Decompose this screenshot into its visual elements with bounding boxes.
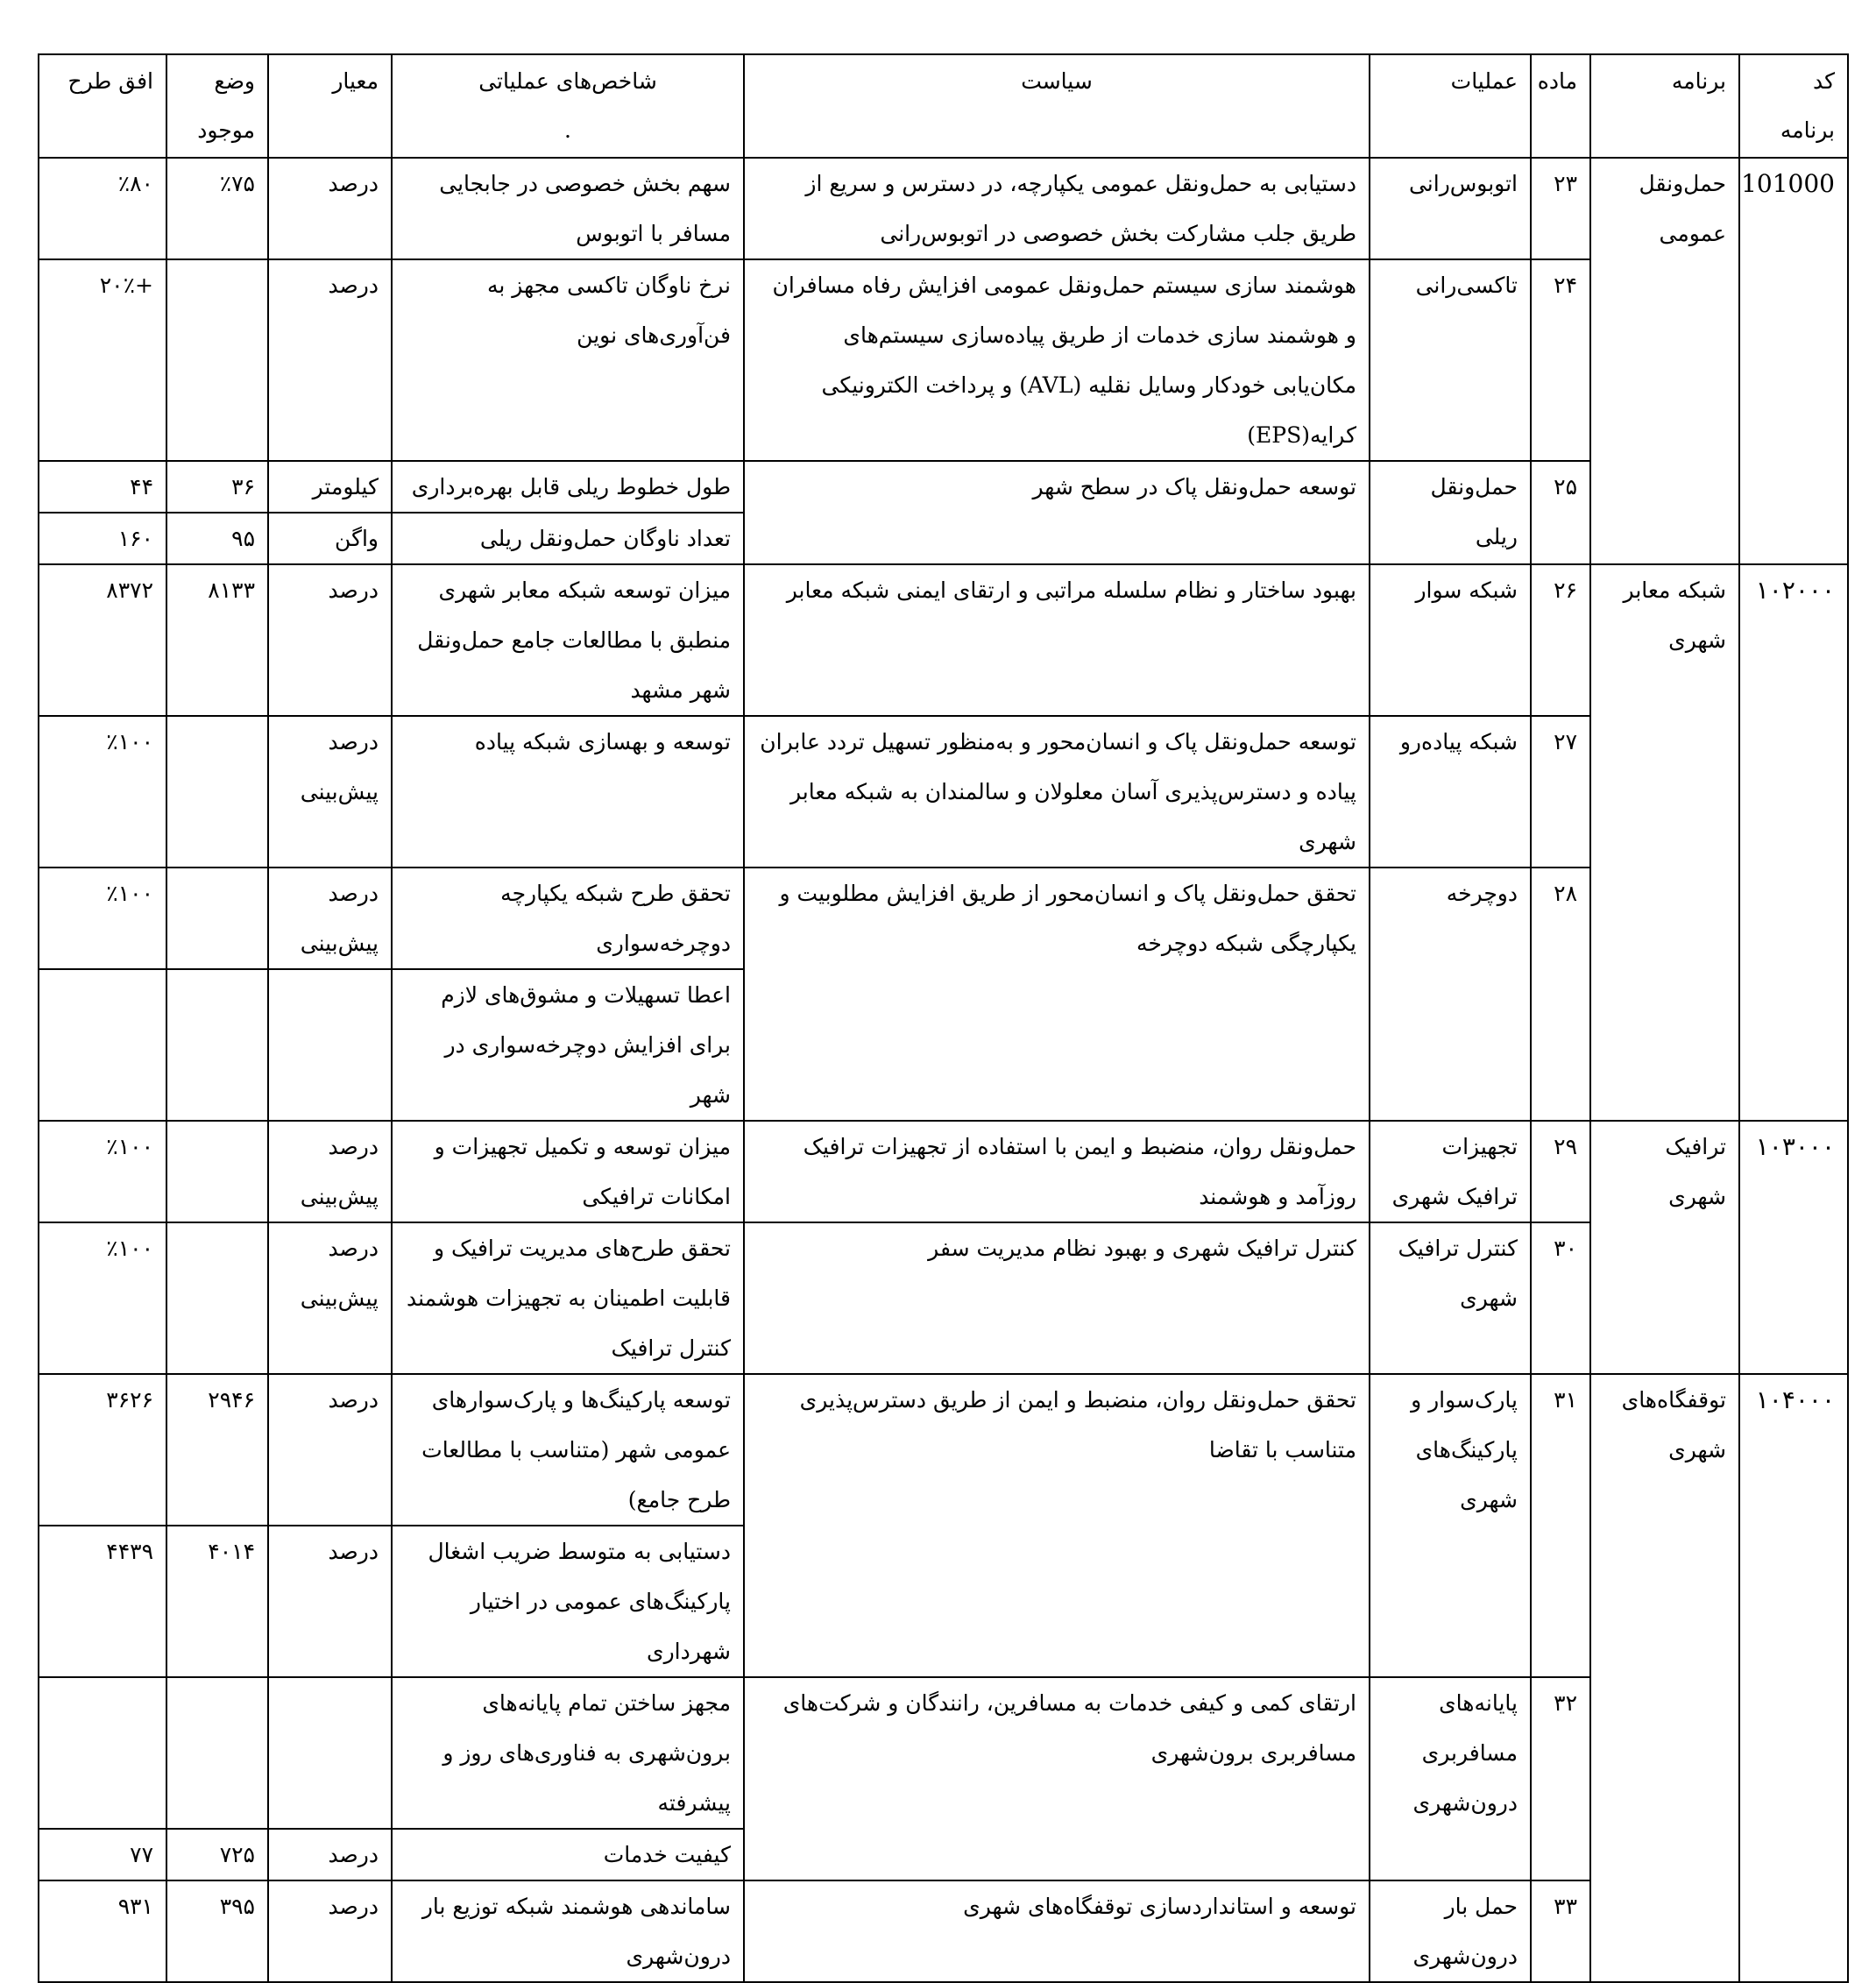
article-num: ۳۱ (1531, 1374, 1590, 1677)
indicator-criterion: درصد (268, 1526, 392, 1677)
indicator-criterion: کیلومتر (268, 461, 392, 513)
indicator-horizon: ٪۱۰۰ (39, 868, 166, 969)
article-operation: تاکسی‌رانی (1370, 259, 1531, 461)
article-policy: ارتقای کمی و کیفی خدمات به مسافرین، رانندگان و شرکت‌های مسافربری برون‌شهری (744, 1677, 1370, 1880)
header-operation: عملیات (1370, 54, 1531, 158)
indicator-status: ٪۷۵ (166, 158, 268, 259)
table-row (39, 461, 1848, 513)
indicator-text: نرخ ناوگان تاکسی مجهز به فن‌آوری‌های نوین (392, 259, 744, 461)
indicator-horizon: ۹۳۱ (39, 1880, 166, 1982)
indicator-text: تحقق طرح شبکه یکپارچه دوچرخه‌سواری (392, 868, 744, 969)
indicator-status: ۸۱۳۳ (166, 564, 268, 716)
program-code: ۱۰۴۰۰۰ (1739, 1374, 1848, 1982)
indicator-horizon: ۳۶۲۶ (39, 1374, 166, 1526)
program-name: توقفگاه‌های شهری (1590, 1374, 1739, 1982)
indicator-horizon (39, 1677, 166, 1829)
header-row (39, 54, 1848, 158)
indicator-criterion: درصد پیش‌بینی (268, 716, 392, 868)
article-operation: شبکه سوار (1370, 564, 1531, 716)
indicator-horizon: ۸۳۷۲ (39, 564, 166, 716)
article-num: ۲۶ (1531, 564, 1590, 716)
article-num: ۳۰ (1531, 1222, 1590, 1374)
indicator-status (166, 868, 268, 969)
article-num: ۳۳ (1531, 1880, 1590, 1982)
indicator-criterion: درصد (268, 564, 392, 716)
indicator-horizon: +۲۰٪ (39, 259, 166, 461)
header-code: کد برنامه (1739, 54, 1848, 158)
indicator-text: تحقق طرح‌های مدیریت ترافیک و قابلیت اطمینان به تجهیزات هوشمند کنترل ترافیک (392, 1222, 744, 1374)
article-operation: کنترل ترافیک شهری (1370, 1222, 1531, 1374)
indicator-text: توسعه و بهسازی شبکه پیاده (392, 716, 744, 868)
article-num: ۲۸ (1531, 868, 1590, 1121)
article-operation: شبکه پیاده‌رو (1370, 716, 1531, 868)
header-article: ماده (1531, 54, 1590, 158)
program-code: ۱۰۳۰۰۰ (1739, 1121, 1848, 1374)
indicator-status: ۹۵ (166, 513, 268, 564)
indicator-criterion (268, 1677, 392, 1829)
program-name: حمل‌ونقل عمومی (1590, 158, 1739, 564)
table-row (39, 1374, 1848, 1526)
program-name: شبکه معابر شهری (1590, 564, 1739, 1121)
indicator-text: مجهز ساختن تمام پایانه‌های برون‌شهری به فناوری‌های روز و پیشرفته (392, 1677, 744, 1829)
indicator-horizon: ۴۴ (39, 461, 166, 513)
indicator-horizon: ۷۷ (39, 1829, 166, 1880)
indicator-status (166, 1121, 268, 1222)
indicator-text: کیفیت خدمات (392, 1829, 744, 1880)
header-indicators: شاخص‌های عملیاتی . (392, 54, 744, 158)
indicator-text: میزان توسعه شبکه معابر شهری منطبق با مطالعات جامع حمل‌ونقل شهر مشهد (392, 564, 744, 716)
article-policy: دستیابی به حمل‌ونقل عمومی یکپارچه، در دسترس و سریع از طریق جلب مشارکت بخش خصوصی در اتوبوس‌رانی (744, 158, 1370, 259)
indicator-text: دستیابی به متوسط ضریب اشغال پارکینگ‌های عمومی در اختیار شهرداری (392, 1526, 744, 1677)
table-row (39, 564, 1848, 716)
indicator-criterion: درصد (268, 1880, 392, 1982)
program-table (38, 53, 1849, 1983)
indicator-text: توسعه پارکینگ‌ها و پارک‌سوارهای عمومی شهر (متناسب با مطالعات طرح جامع) (392, 1374, 744, 1526)
article-policy: توسعه حمل‌ونقل پاک در سطح شهر (744, 461, 1370, 564)
indicator-text: تعداد ناوگان حمل‌ونقل ریلی (392, 513, 744, 564)
indicator-criterion: درصد پیش‌بینی (268, 1121, 392, 1222)
header-program: برنامه (1590, 54, 1739, 158)
header-criterion: معیار (268, 54, 392, 158)
indicator-status: ۷۲۵ (166, 1829, 268, 1880)
indicator-status (166, 716, 268, 868)
article-num: ۲۳ (1531, 158, 1590, 259)
indicator-criterion: واگن (268, 513, 392, 564)
indicator-horizon: ٪۱۰۰ (39, 1222, 166, 1374)
article-num: ۲۷ (1531, 716, 1590, 868)
article-policy: حمل‌ونقل روان، منضبط و ایمن با استفاده از تجهیزات ترافیک روزآمد و هوشمند (744, 1121, 1370, 1222)
article-policy: هوشمند سازی سیستم حمل‌ونقل عمومی افزایش رفاه مسافران و هوشمند سازی خدمات از طریق پیاده‌سازی سیستم‌های مکان‌یابی خودکار وسایل نقلیه (AVL) و پرداخت الکترونیکی کرایه(EPS) (744, 259, 1370, 461)
program-name: ترافیک شهری (1590, 1121, 1739, 1374)
header-horizon: افق طرح (39, 54, 166, 158)
header-status: وضع موجود (166, 54, 268, 158)
indicator-status (166, 259, 268, 461)
table-row (39, 868, 1848, 969)
indicator-status (166, 1222, 268, 1374)
indicator-text: میزان توسعه و تکمیل تجهیزات و امکانات ترافیکی (392, 1121, 744, 1222)
indicator-criterion (268, 969, 392, 1121)
table-row (39, 259, 1848, 461)
article-policy: توسعه و استانداردسازی توقفگاه‌های شهری (744, 1880, 1370, 1982)
indicator-status: ۳۶ (166, 461, 268, 513)
table-row (39, 1121, 1848, 1222)
indicator-horizon: ۴۴۳۹ (39, 1526, 166, 1677)
indicator-status: ۲۹۴۶ (166, 1374, 268, 1526)
indicator-status: ۳۹۵ (166, 1880, 268, 1982)
article-num: ۲۴ (1531, 259, 1590, 461)
indicator-criterion: درصد پیش‌بینی (268, 868, 392, 969)
article-operation: حمل بار درون‌شهری (1370, 1880, 1531, 1982)
article-num: ۳۲ (1531, 1677, 1590, 1880)
table-row (39, 1222, 1848, 1374)
article-policy: توسعه حمل‌ونقل پاک و انسان‌محور و به‌منظور تسهیل تردد عابران پیاده و دسترس‌پذیری آسان معلولان و سالمندان به شبکه معابر شهری (744, 716, 1370, 868)
indicator-horizon (39, 969, 166, 1121)
indicator-horizon: ٪۱۰۰ (39, 716, 166, 868)
indicator-criterion: درصد (268, 158, 392, 259)
article-operation: تجهیزات ترافیک شهری (1370, 1121, 1531, 1222)
table-row (39, 1880, 1848, 1982)
program-code: ۱۰۲۰۰۰ (1739, 564, 1848, 1121)
indicator-text: اعطا تسهیلات و مشوق‌های لازم برای افزایش دوچرخه‌سواری در شهر (392, 969, 744, 1121)
article-num: ۲۵ (1531, 461, 1590, 564)
header-policy: سیاست (744, 54, 1370, 158)
indicator-criterion: درصد (268, 1374, 392, 1526)
indicator-text: سهم بخش خصوصی در جابجایی مسافر با اتوبوس (392, 158, 744, 259)
indicator-text: طول خطوط ریلی قابل بهره‌برداری (392, 461, 744, 513)
indicator-status (166, 969, 268, 1121)
article-num: ۲۹ (1531, 1121, 1590, 1222)
article-operation: دوچرخه (1370, 868, 1531, 1121)
article-operation: پایانه‌های مسافربری درون‌شهری (1370, 1677, 1531, 1880)
indicator-status (166, 1677, 268, 1829)
table-row (39, 1677, 1848, 1829)
article-operation: اتوبوس‌رانی (1370, 158, 1531, 259)
table-row (39, 716, 1848, 868)
indicator-status: ۴۰۱۴ (166, 1526, 268, 1677)
article-operation: حمل‌ونقل ریلی (1370, 461, 1531, 564)
indicator-criterion: درصد (268, 1829, 392, 1880)
program-code: 101000 (1739, 158, 1848, 564)
indicator-horizon: ٪۱۰۰ (39, 1121, 166, 1222)
article-operation: پارک‌سوار و پارکینگ‌های شهری (1370, 1374, 1531, 1677)
article-policy: بهبود ساختار و نظام سلسله مراتبی و ارتقای ایمنی شبکه معابر (744, 564, 1370, 716)
article-policy: تحقق حمل‌ونقل روان، منضبط و ایمن از طریق دسترس‌پذیری متناسب با تقاضا (744, 1374, 1370, 1677)
indicator-horizon: ٪۸۰ (39, 158, 166, 259)
article-policy: تحقق حمل‌ونقل پاک و انسان‌محور از طریق افزایش مطلوبیت و یکپارچگی شبکه دوچرخه (744, 868, 1370, 1121)
indicator-criterion: درصد (268, 259, 392, 461)
indicator-text: ساماندهی هوشمند شبکه توزیع بار درون‌شهری (392, 1880, 744, 1982)
indicator-criterion: درصد پیش‌بینی (268, 1222, 392, 1374)
indicator-horizon: ۱۶۰ (39, 513, 166, 564)
table-row (39, 158, 1848, 259)
article-policy: کنترل ترافیک شهری و بهبود نظام مدیریت سفر (744, 1222, 1370, 1374)
header-indicators-mark: . (564, 117, 571, 143)
